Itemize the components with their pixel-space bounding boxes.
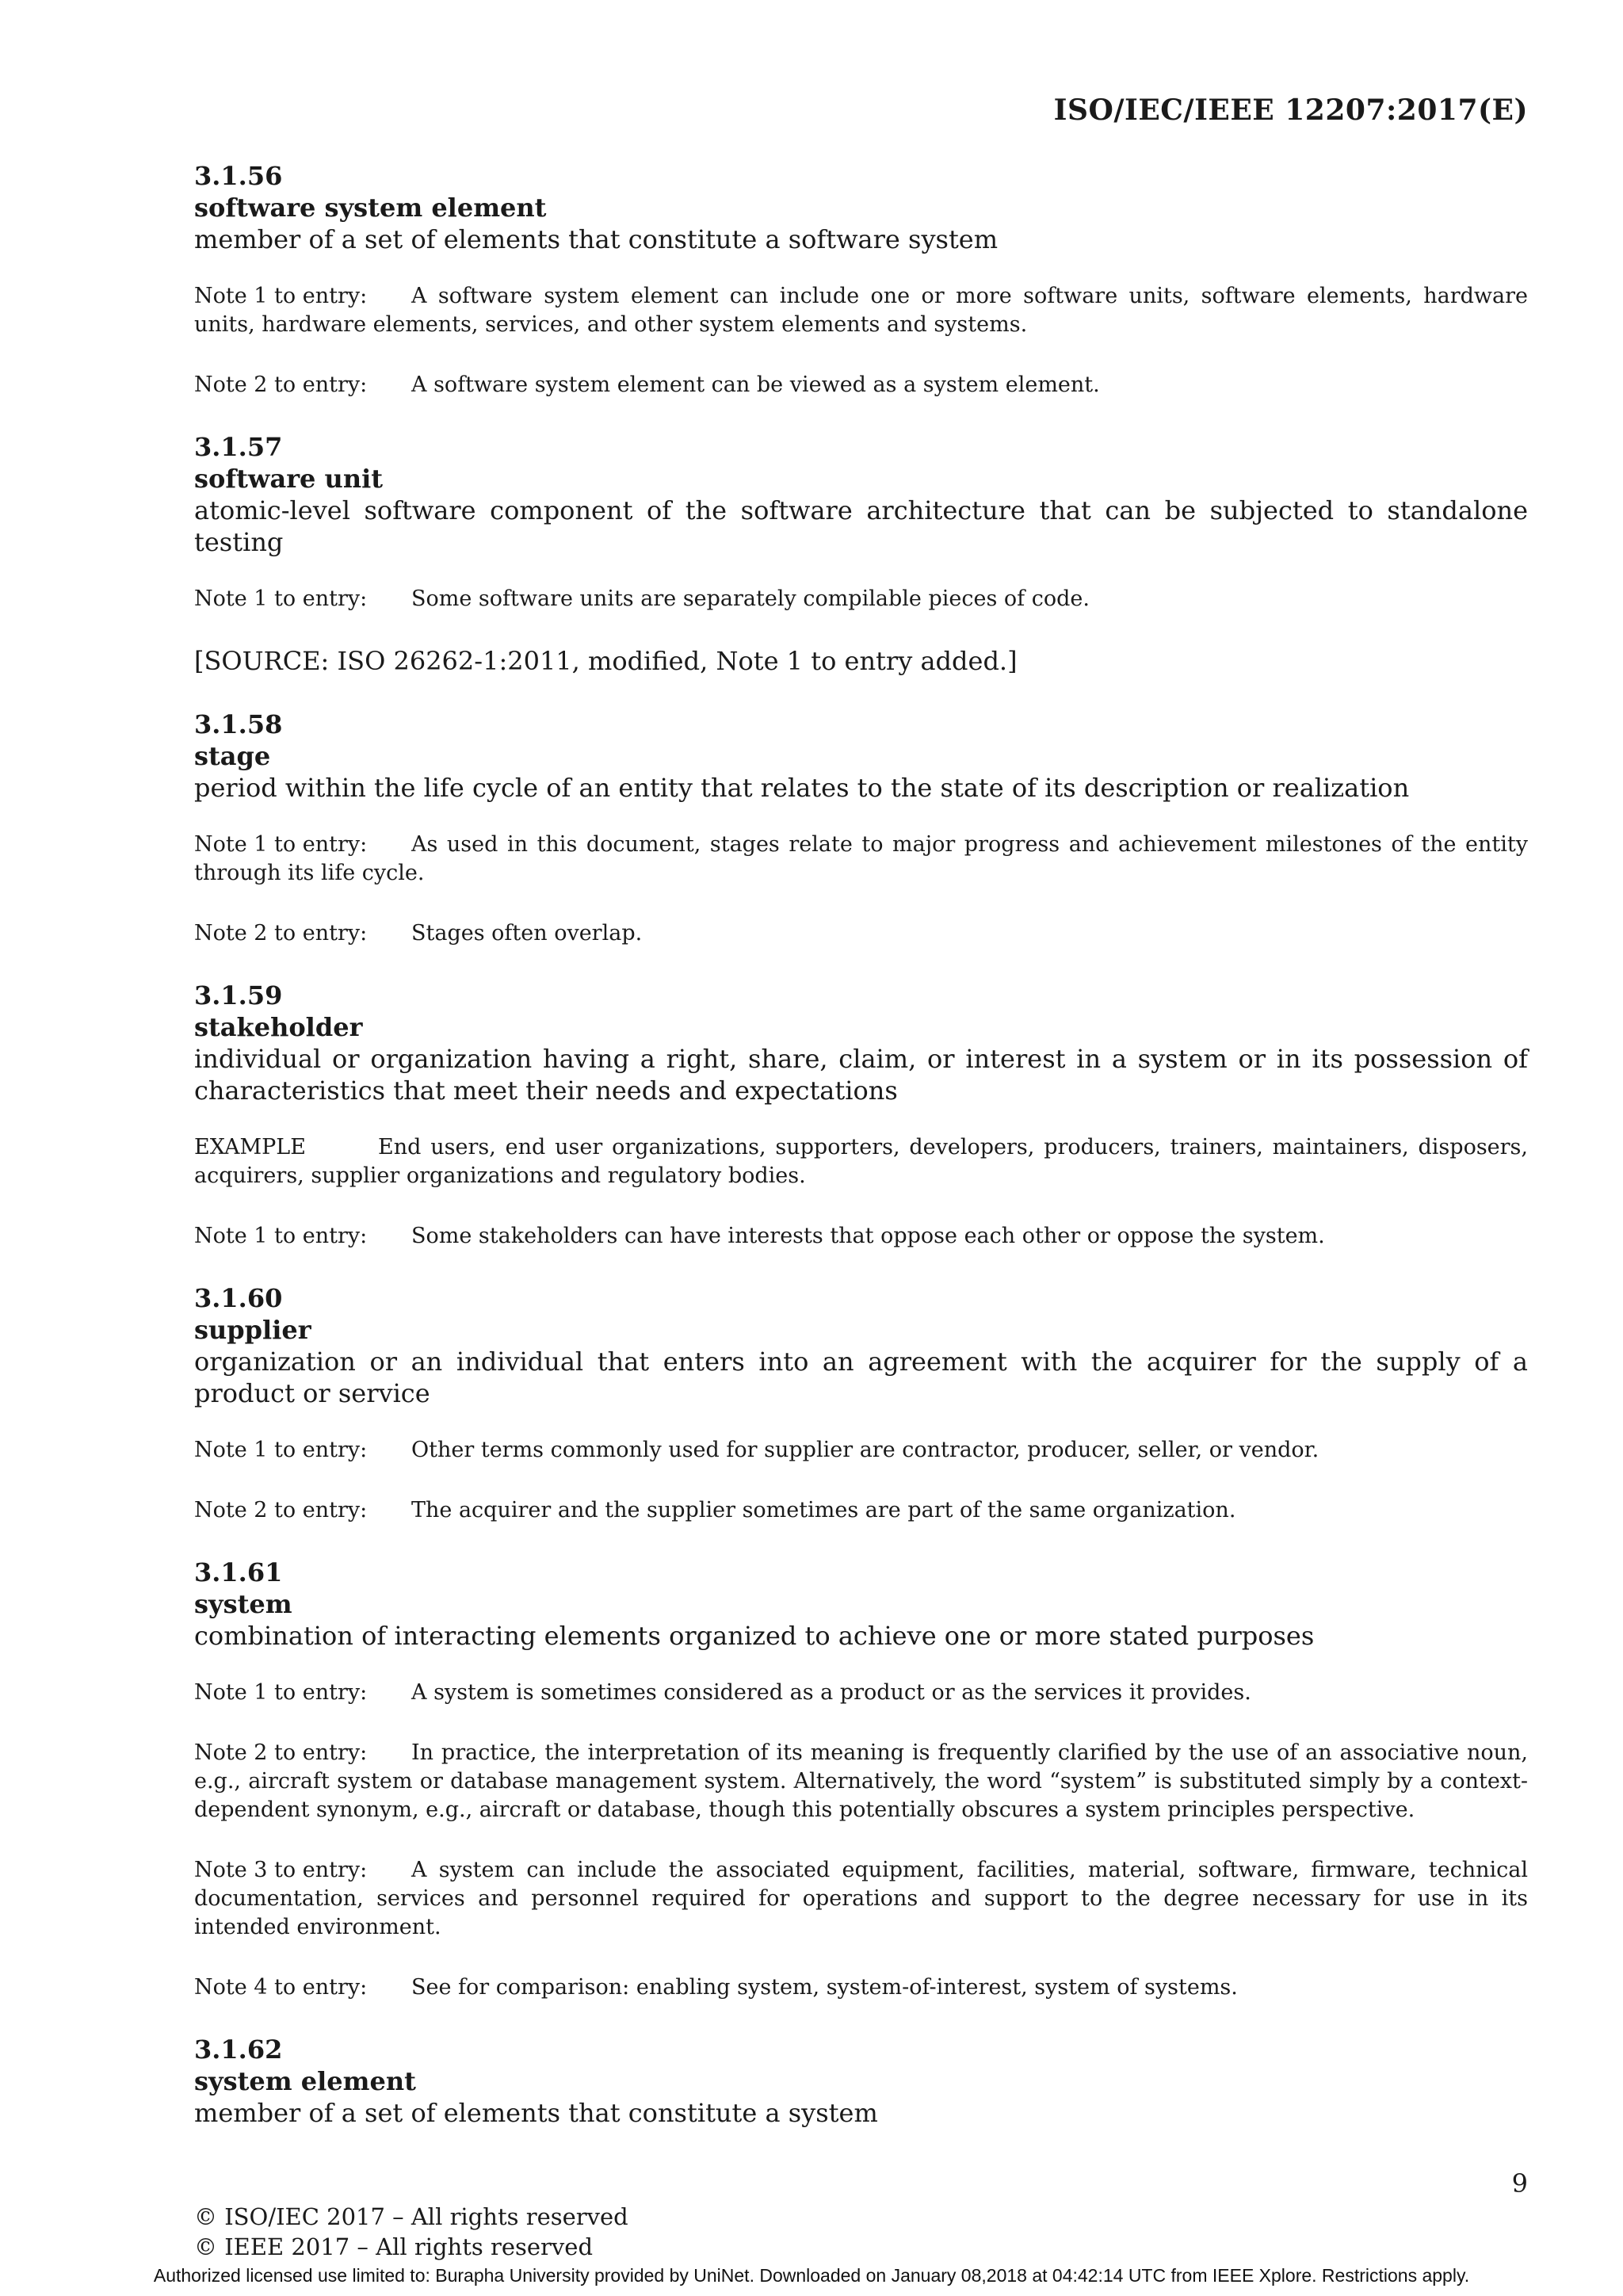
note-text: In practice, the interpretation of its meaning is frequently clarified by the use of an associative noun, e.g., aircraft system or database management system. Alternatively, the word “system” is substituted simply by a context-dependent synonym, e.g., aircraft or database, though this potentially obscures a system principles perspective. [194,1740,1528,1822]
note-entry [194,1856,1528,1942]
term-definition: individual or organization having a right, share, claim, or interest in a system or in its possession of characteristics that meet their needs and expectations [194,1044,1528,1106]
term-definition: combination of interacting elements organized to achieve one or more stated purposes [194,1621,1315,1651]
note-text: Stages often overlap. [411,921,643,946]
term-name: software system element [194,193,547,223]
term-entry [194,2034,1528,2129]
copyright-iso: © ISO/IEC 2017 – All rights reserved [194,2203,628,2230]
note-entry [194,1973,1528,2002]
note-text: See for comparison: enabling system, system-of-interest, system of systems. [411,1975,1238,2000]
note-entry [194,1739,1528,1824]
term-entry [194,1557,1528,2002]
term-name: system element [194,2066,416,2096]
note-entry [194,282,1528,339]
note-text: A software system element can include one or more software units, software elements, hardware units, hardware elements, services, and other system elements and systems. [194,284,1528,337]
term-number: 3.1.56 [194,161,283,191]
term-entry [194,431,1528,677]
term-definition: atomic-level software component of the software architecture that can be subjected to standalone testing [194,495,1528,557]
term-definition: member of a set of elements that constitute a software system [194,224,999,254]
note-entry [194,585,1528,613]
note-label: Note 1 to entry: [194,1680,368,1705]
note-label: Note 2 to entry: [194,1498,368,1522]
note-entry [194,1436,1528,1465]
term-definition: period within the life cycle of an entity that relates to the state of its description or realization [194,773,1410,803]
example-entry [194,1133,1528,1190]
note-text: Some stakeholders can have interests that oppose each other or oppose the system. [411,1224,1325,1248]
note-text: The acquirer and the supplier sometimes are part of the same organization. [411,1498,1236,1522]
note-entry [194,919,1528,948]
note-entry [194,371,1528,399]
note-label: Note 1 to entry: [194,284,368,308]
note-text: Some software units are separately compilable pieces of code. [411,586,1090,611]
term-number: 3.1.59 [194,980,283,1010]
note-entry [194,1222,1528,1251]
note-entry [194,1679,1528,1707]
term-name: supplier [194,1315,311,1345]
note-text: A software system element can be viewed as a system element. [411,372,1100,397]
term-number: 3.1.57 [194,432,283,462]
term-name: stage [194,741,271,771]
copyright-ieee: © IEEE 2017 – All rights reserved [194,2233,594,2260]
example-label: EXAMPLE [194,1135,306,1159]
source-citation: [SOURCE: ISO 26262-1:2011, modified, Note 1 to entry added.] [194,646,1018,676]
note-label: Note 2 to entry: [194,921,368,946]
note-label: Note 4 to entry: [194,1975,368,2000]
note-entry [194,831,1528,888]
term-name: system [194,1589,292,1619]
note-text: Other terms commonly used for supplier are contractor, producer, seller, or vendor. [411,1438,1319,1462]
term-entry [194,160,1528,399]
term-entry [194,709,1528,948]
example-text: End users, end user organizations, supporters, developers, producers, trainers, maintainers, disposers, acquirers, supplier organizations and regulatory bodies. [194,1135,1528,1188]
term-number: 3.1.60 [194,1283,283,1313]
term-number: 3.1.61 [194,1557,283,1587]
license-notice: Authorized licensed use limited to: Burapha University provided by UniNet. Downloaded on January 08,2018 at 04:42:14 UTC from IEEE Xplore. Restrictions apply. [153,2265,1470,2286]
note-label: Note 1 to entry: [194,1224,368,1248]
term-entry [194,980,1528,1251]
document-header-title: ISO/IEC/IEEE 12207:2017(E) [1053,94,1528,127]
terms-content [194,160,1528,2156]
note-label: Note 1 to entry: [194,1438,368,1462]
note-text: A system can include the associated equipment, facilities, material, software, firmware, technical documentation, services and personnel required for operations and support to the degree necessary for use in its intended environment. [194,1858,1528,1939]
term-name: stakeholder [194,1012,363,1042]
note-text: A system is sometimes considered as a product or as the services it provides. [411,1680,1251,1705]
note-entry [194,1496,1528,1525]
term-definition: member of a set of elements that constitute a system [194,2098,878,2128]
term-number: 3.1.58 [194,709,283,739]
note-text: As used in this document, stages relate to major progress and achievement milestones of the entity through its life cycle. [194,832,1528,885]
term-entry [194,1282,1528,1525]
copyright-footer [194,2202,628,2262]
note-label: Note 3 to entry: [194,1858,368,1882]
term-number: 3.1.62 [194,2034,283,2065]
note-label: Note 1 to entry: [194,586,368,611]
note-label: Note 2 to entry: [194,372,368,397]
term-name: software unit [194,464,384,494]
note-label: Note 1 to entry: [194,832,368,857]
note-label: Note 2 to entry: [194,1740,368,1765]
page-number: 9 [1511,2168,1528,2199]
term-definition: organization or an individual that enters into an agreement with the acquirer for the supply of a product or service [194,1347,1528,1408]
